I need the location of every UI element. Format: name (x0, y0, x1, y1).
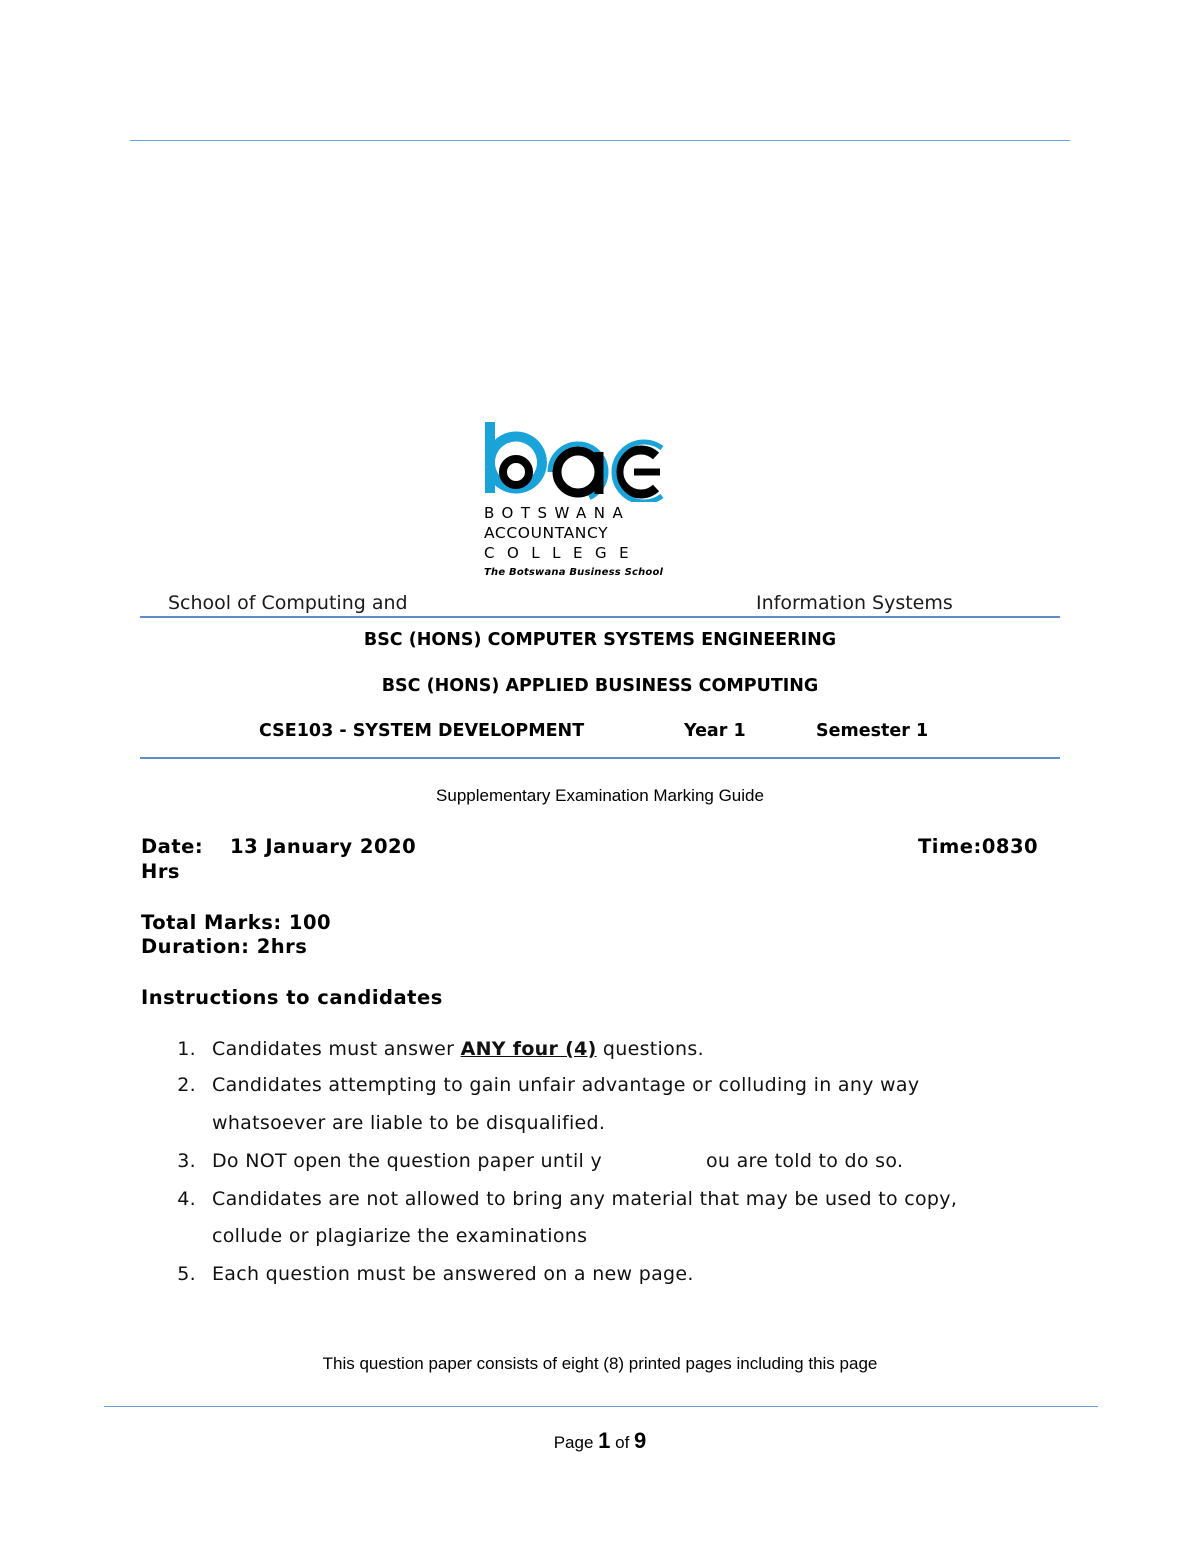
logo-line-accountancy: ACCOUNTANCY (484, 524, 609, 542)
programme-title-2: BSC (HONS) APPLIED BUSINESS COMPUTING (381, 676, 819, 696)
header-rule (130, 140, 1070, 141)
instruction-text (212, 1038, 704, 1060)
instruction-number: 1. (177, 1038, 196, 1060)
duration: Duration: 2hrs (141, 935, 308, 958)
page-label: Page (553, 1433, 594, 1452)
course-semester: Semester 1 (816, 721, 929, 741)
instruction-text-line-1: Candidates are not allowed to bring any material that may be used to copy, (212, 1188, 958, 1210)
instructions-heading: Instructions to candidates (141, 986, 443, 1009)
logo-line-botswana: BOTSWANA (484, 504, 631, 522)
instruction-number: 4. (177, 1188, 196, 1210)
total-marks: Total Marks: 100 (141, 911, 332, 934)
course-rule (140, 757, 1060, 759)
page-total: 9 (634, 1428, 647, 1453)
instruction-number: 3. (177, 1150, 196, 1172)
exam-title: Supplementary Examination Marking Guide (436, 786, 764, 805)
page-count-note: This question paper consists of eight (8) printed pages including this page (322, 1354, 878, 1373)
instruction-item-4 (0, 1188, 1200, 1252)
logo-tagline: The Botswana Business School (484, 567, 664, 578)
instruction-item-3 (0, 1150, 1200, 1176)
instruction-text-part-2: ou are told to do so. (706, 1150, 904, 1172)
time-label: Time:0830 (918, 835, 1039, 858)
school-name-right: Information Systems (756, 592, 953, 614)
school-rule (140, 616, 1060, 618)
school-name-left: School of Computing and (168, 592, 408, 614)
date-value: 13 January 2020 (230, 835, 417, 858)
instruction-item-1 (0, 1038, 1200, 1064)
college-logo (484, 422, 666, 580)
instruction-text-pre: Candidates must answer (212, 1038, 461, 1060)
page-of: of (615, 1433, 630, 1452)
time-suffix: Hrs (141, 860, 181, 883)
page-current: 1 (598, 1428, 611, 1453)
instruction-number: 5. (177, 1263, 196, 1285)
instruction-text-post: questions. (596, 1038, 704, 1060)
instruction-number: 2. (177, 1074, 196, 1096)
instruction-item-2 (0, 1074, 1200, 1138)
instruction-item-5 (0, 1263, 1200, 1289)
instruction-emphasis: ANY four (4) (460, 1038, 597, 1060)
course-title: CSE103 - SYSTEM DEVELOPMENT (259, 721, 585, 741)
logo-line-college: COLLEGE (484, 544, 642, 562)
page-number (400, 1428, 800, 1454)
instruction-text-line-2: whatsoever are liable to be disqualified. (212, 1112, 606, 1134)
programme-title-1: BSC (HONS) COMPUTER SYSTEMS ENGINEERING (363, 630, 837, 650)
instruction-text-part-1: Do NOT open the question paper until y (212, 1150, 602, 1172)
footer-rule (104, 1406, 1098, 1407)
instruction-text: Each question must be answered on a new page. (212, 1263, 694, 1285)
date-label: Date: (141, 835, 204, 858)
bqc-logo-mark (484, 422, 666, 502)
instruction-text-line-1: Candidates attempting to gain unfair advantage or colluding in any way (212, 1074, 920, 1096)
course-year: Year 1 (684, 721, 746, 741)
instruction-text-line-2: collude or plagiarize the examinations (212, 1225, 588, 1247)
